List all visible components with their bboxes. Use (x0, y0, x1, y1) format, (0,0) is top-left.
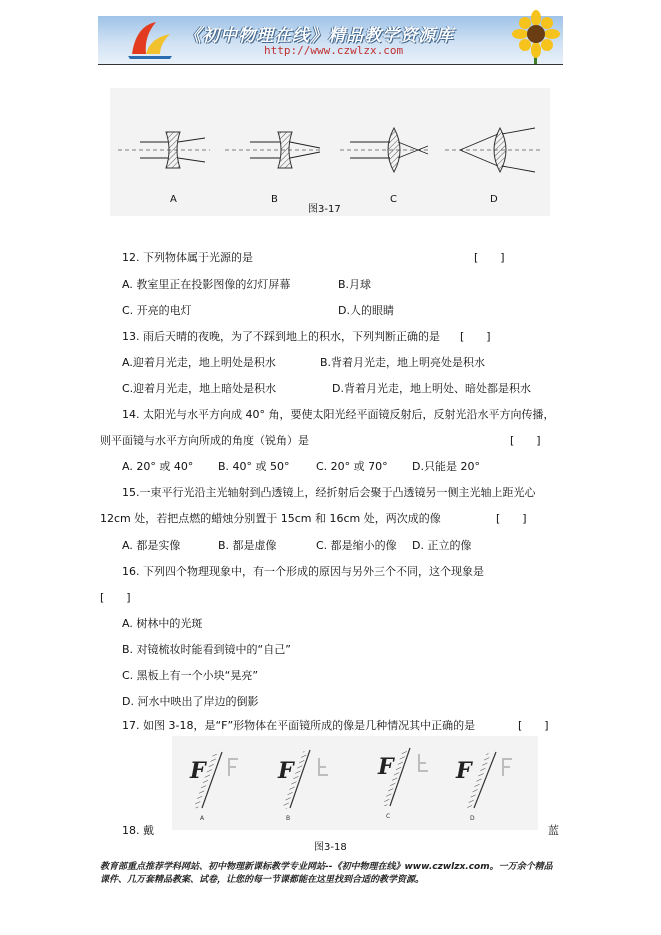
figure-3-18-caption: 图3-18 (314, 842, 347, 853)
question-13-bracket: [ ] (460, 330, 491, 343)
object-f-c: F (378, 754, 394, 780)
question-15-stem: 15.一束平行光沿主光轴射到凸透镜上，经折射后会聚于凸透镜另一侧主光轴上距光心 (122, 486, 536, 499)
figure-3-17 (110, 88, 550, 216)
question-14-option-c: C. 20° 或 70° (316, 460, 388, 473)
header-url[interactable]: http://www.czwlzx.com (264, 44, 404, 57)
figure-label-d: D (490, 194, 498, 205)
object-f-d: F (456, 758, 472, 784)
image-f-c (418, 754, 428, 772)
question-13-option-d: D.背着月光走，地上明处、暗处都是积水 (332, 382, 531, 395)
question-14-option-b: B. 40° 或 50° (218, 460, 290, 473)
figure-caption: 图3-17 (308, 204, 341, 215)
header-divider (98, 64, 563, 65)
question-16-option-d: D. 河水中映出了岸边的倒影 (122, 695, 259, 708)
figure-label-b: B (271, 194, 278, 205)
question-12-stem: 12. 下列物体属于光源的是 (122, 251, 253, 264)
logo-icon (126, 18, 174, 60)
question-16-bracket: [ ] (100, 591, 131, 604)
question-16-option-a: A. 树林中的光斑 (122, 617, 203, 630)
question-12-option-c: C. 开亮的电灯 (122, 304, 192, 317)
question-12-bracket: [ ] (474, 251, 505, 264)
question-16-stem: 16. 下列四个物理现象中，有一个形成的原因与另外三个不同，这个现象是 (122, 565, 484, 578)
question-16-option-b: B. 对镜梳妆时能看到镜中的“自己” (122, 643, 291, 656)
question-14-stem: 14. 太阳光与水平方向成 40° 角，要使太阳光经平面镜反射后，反射光沿水平方向传播， (122, 408, 555, 421)
mirror-label-c: C (386, 813, 391, 820)
question-12-option-a: A. 教室里正在投影图像的幻灯屏幕 (122, 278, 291, 291)
question-18-start: 18. 戴 (122, 824, 154, 837)
image-f-d (502, 758, 512, 776)
question-17-bracket: [ ] (518, 719, 549, 732)
header-title: 《初中物理在线》精品教学资源库 (184, 26, 454, 46)
object-f-b: F (278, 758, 294, 784)
question-18-end: 蓝 (548, 824, 559, 837)
question-15-option-b: B. 都是虚像 (218, 539, 277, 552)
mirror-label-a: A (200, 815, 205, 822)
question-13-option-c: C.迎着月光走，地上暗处是积水 (122, 382, 277, 395)
mirror-diagram (172, 736, 538, 830)
figure-3-18 (172, 736, 538, 830)
question-17-stem: 17. 如图 3-18，是“F”形物体在平面镜所成的像是几种情况其中正确的是 (122, 719, 476, 732)
question-14-bracket: [ ] (510, 434, 541, 447)
question-15-option-c: C. 都是缩小的像 (316, 539, 397, 552)
footer-text: 教育部重点推荐学科网站、初中物理新课标教学专业网站--《初中物理在线》www.czwlzx.com。一万余个精品课件、几万套精品教案、试卷，让您的每一节课都能在这里找到合适的教学资源。 (100, 862, 553, 885)
question-15-option-a: A. 都是实像 (122, 539, 181, 552)
question-16-option-c: C. 黑板上有一个小块“晃亮” (122, 669, 259, 682)
mirror-label-d: D (470, 815, 475, 822)
question-13-option-a: A.迎着月光走，地上明处是积水 (122, 356, 276, 369)
image-f-b (318, 758, 328, 776)
question-13-option-b: B.背着月光走，地上明亮处是积水 (320, 356, 486, 369)
convex-lens-c (388, 128, 400, 172)
sunflower-icon (512, 10, 562, 64)
question-14-option-a: A. 20° 或 40° (122, 460, 194, 473)
figure-label-a: A (170, 194, 177, 205)
mirror-label-b: B (286, 815, 291, 822)
question-14-option-d: D.只能是 20° (412, 460, 480, 473)
question-15-option-d: D. 正立的像 (412, 539, 472, 552)
image-f-a (228, 758, 238, 776)
question-13-stem: 13. 雨后天晴的夜晚，为了不踩到地上的积水，下列判断正确的是 (122, 330, 440, 343)
object-f-a: F (190, 758, 206, 784)
question-14-stem-cont: 则平面镜与水平方向所成的角度（锐角）是 (100, 434, 309, 447)
figure-label-c: C (390, 194, 397, 205)
question-15-stem-cont: 12cm 处，若把点燃的蜡烛分别置于 15cm 和 16cm 处，两次成的像 (100, 512, 441, 525)
question-12-option-b: B.月球 (338, 278, 372, 291)
question-15-bracket: [ ] (496, 512, 527, 525)
question-12-option-d: D.人的眼睛 (338, 304, 394, 317)
